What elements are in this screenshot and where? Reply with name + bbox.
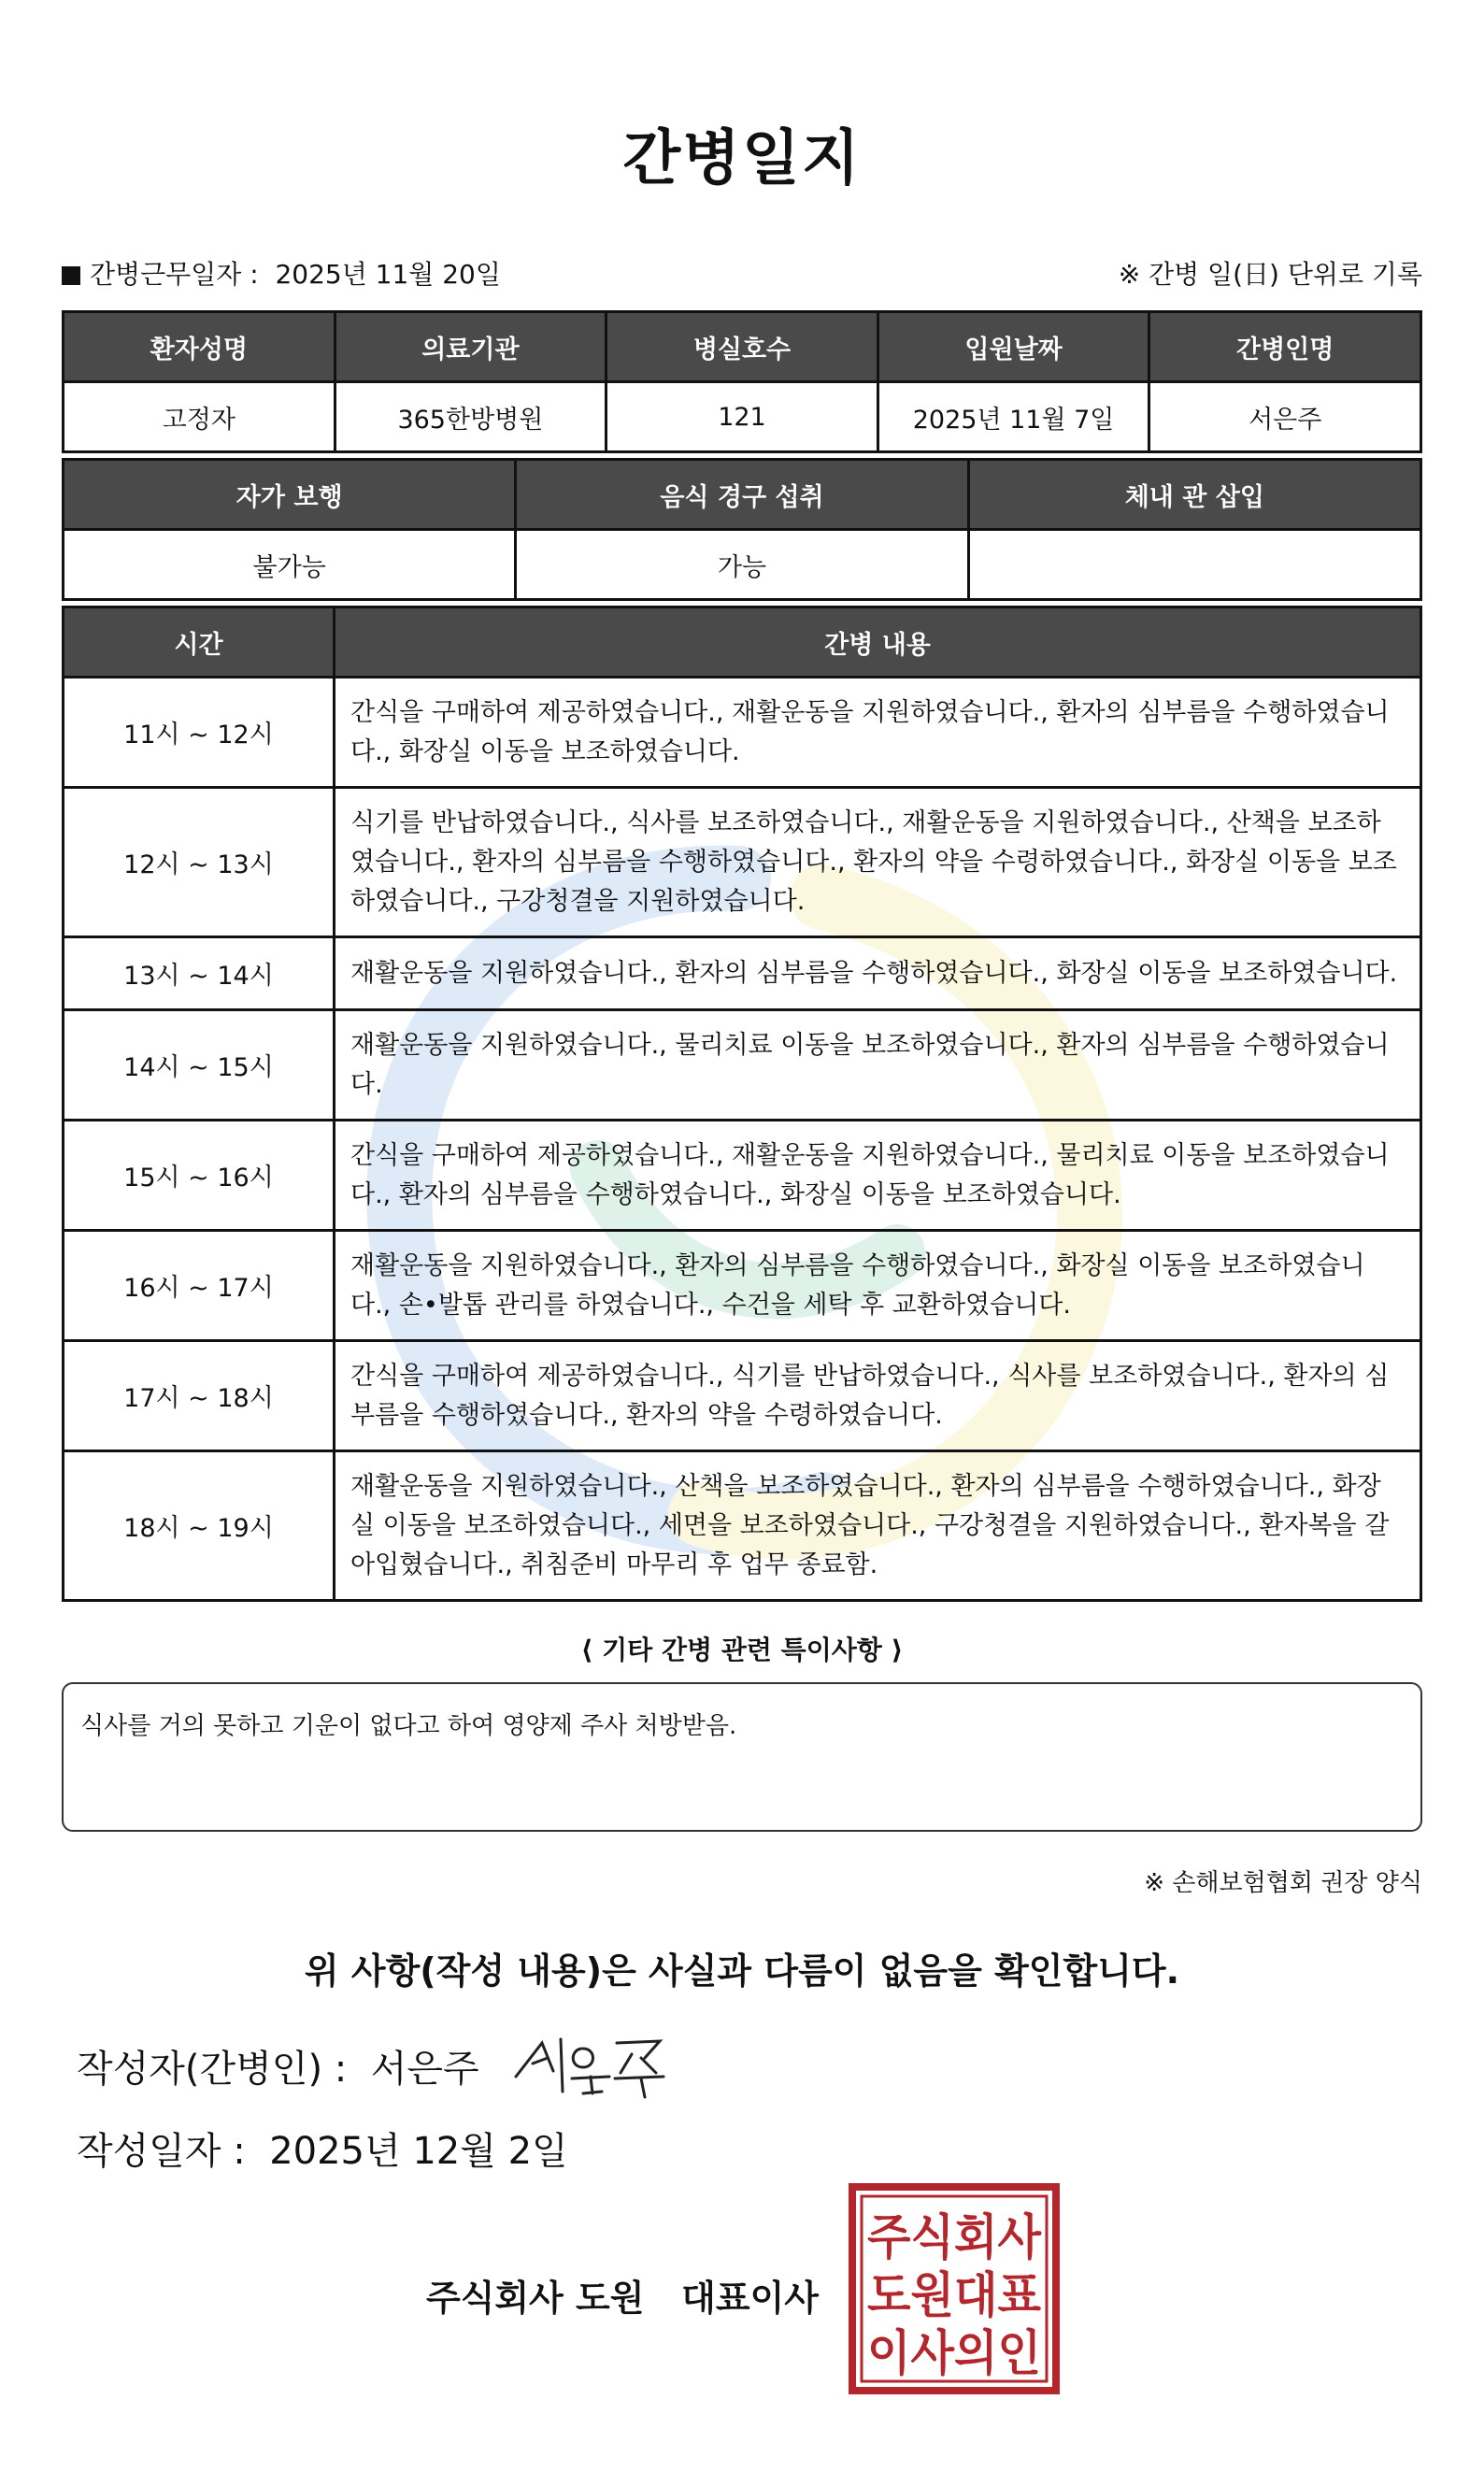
content-cell: 식기를 반납하였습니다., 식사를 보조하였습니다., 재활운동을 지원하였습니다., 산책을 보조하였습니다., 환자의 심부름을 수행하였습니다., 환자의 약을 수령하였습니다., 화장실 이동을 보조하였습니다., 구강청결을 지원하였습니다. <box>335 788 1421 937</box>
content-cell: 간식을 구매하여 제공하였습니다., 재활운동을 지원하였습니다., 물리치료 이동을 보조하였습니다., 환자의 심부름을 수행하였습니다., 화장실 이동을 보조하였습니다. <box>335 1121 1421 1231</box>
page-title: 간병일지 <box>622 124 862 193</box>
written-date-line <box>77 2121 568 2175</box>
table-row <box>64 1121 1421 1231</box>
association-note: ※ 손해보험협회 권장 양식 <box>1144 1869 1422 1897</box>
svg-text:도원대표: 도원대표 <box>867 2268 1041 2324</box>
header-caregiver: 간병인명 <box>1149 312 1421 382</box>
work-date-label: 간병근무일자 : <box>90 259 259 290</box>
header-admission-date: 입원날짜 <box>878 312 1149 382</box>
care-log-table <box>62 606 1422 1602</box>
patient-name: 고정자 <box>64 382 335 452</box>
time-cell: 15시 ~ 16시 <box>64 1121 335 1231</box>
svg-text:주식회사: 주식회사 <box>867 2210 1042 2266</box>
work-date-value: 2025년 11월 20일 <box>275 259 501 290</box>
notes-box <box>62 1682 1422 1832</box>
writer-name: 서은주 <box>370 2048 479 2091</box>
content-cell: 재활운동을 지원하였습니다., 산책을 보조하였습니다., 환자의 심부름을 수행하였습니다., 화장실 이동을 보조하였습니다., 세면을 보조하였습니다., 구강청결을 지원하였습니다., 환자복을 갈아입혔습니다., 취침준비 마무리 후 업무 종료함. <box>335 1451 1421 1601</box>
header-patient-name: 환자성명 <box>64 312 335 382</box>
written-date-value: 2025년 12월 2일 <box>269 2130 568 2173</box>
hospital: 365한방병원 <box>335 382 606 452</box>
table-row <box>64 937 1421 1010</box>
company-name: 주식회사 도원 대표이사 <box>426 2278 819 2319</box>
time-cell: 12시 ~ 13시 <box>64 788 335 937</box>
header-tube: 체내 관 삽입 <box>968 460 1420 530</box>
header-room: 병실호수 <box>606 312 878 382</box>
time-cell: 16시 ~ 17시 <box>64 1231 335 1341</box>
tube-status <box>968 530 1420 600</box>
time-cell: 13시 ~ 14시 <box>64 937 335 1010</box>
time-cell: 14시 ~ 15시 <box>64 1010 335 1121</box>
table-row <box>64 1010 1421 1121</box>
table-row <box>64 678 1421 788</box>
room-number: 121 <box>606 382 878 452</box>
svg-text:이사의인: 이사의인 <box>867 2326 1041 2382</box>
confirm-statement: 위 사항(작성 내용)은 사실과 다름이 없음을 확인합니다. <box>304 1950 1180 1992</box>
content-cell: 재활운동을 지원하였습니다., 환자의 심부름을 수행하였습니다., 화장실 이동을 보조하였습니다. <box>335 937 1421 1010</box>
patient-info-table <box>62 310 1422 453</box>
oral-intake-status: 가능 <box>516 530 968 600</box>
header-walking: 자가 보행 <box>64 460 516 530</box>
content-cell: 간식을 구매하여 제공하였습니다., 식기를 반납하였습니다., 식사를 보조하였습니다., 환자의 심부름을 수행하였습니다., 환자의 약을 수령하였습니다. <box>335 1341 1421 1451</box>
content-cell: 간식을 구매하여 제공하였습니다., 재활운동을 지원하였습니다., 환자의 심부름을 수행하였습니다., 화장실 이동을 보조하였습니다. <box>335 678 1421 788</box>
header-care-content: 간병 내용 <box>335 607 1421 678</box>
header-oral-intake: 음식 경구 섭취 <box>516 460 968 530</box>
time-cell: 18시 ~ 19시 <box>64 1451 335 1601</box>
header-time: 시간 <box>64 607 335 678</box>
time-cell: 11시 ~ 12시 <box>64 678 335 788</box>
content-cell: 재활운동을 지원하였습니다., 물리치료 이동을 보조하였습니다., 환자의 심부름을 수행하였습니다. <box>335 1010 1421 1121</box>
notes-text: 식사를 거의 못하고 기운이 없다고 하여 영양제 주사 처방받음. <box>80 1712 737 1740</box>
content-cell: 재활운동을 지원하였습니다., 환자의 심부름을 수행하였습니다., 화장실 이동을 보조하였습니다., 손•발톱 관리를 하였습니다., 수건을 세탁 후 교환하였습니다. <box>335 1231 1421 1341</box>
handwritten-signature <box>505 2030 673 2105</box>
table-row <box>64 1451 1421 1601</box>
caregiver-name: 서은주 <box>1149 382 1421 452</box>
work-date <box>62 254 501 292</box>
patient-status-table <box>62 458 1422 601</box>
writer-line <box>77 2039 479 2092</box>
time-cell: 17시 ~ 18시 <box>64 1341 335 1451</box>
record-note: ※ 간병 일(日) 단위로 기록 <box>1118 259 1422 290</box>
table-row <box>64 788 1421 937</box>
square-bullet-icon <box>62 266 80 285</box>
company-seal-stamp <box>849 2183 1060 2394</box>
table-row <box>64 1231 1421 1341</box>
walking-status: 불가능 <box>64 530 516 600</box>
header-hospital: 의료기관 <box>335 312 606 382</box>
writer-label: 작성자(간병인) : <box>77 2048 348 2091</box>
table-row <box>64 1341 1421 1451</box>
notes-title: ⟨ 기타 간병 관련 특이사항 ⟩ <box>580 1635 904 1665</box>
admission-date: 2025년 11월 7일 <box>878 382 1149 452</box>
written-date-label: 작성일자 : <box>77 2130 246 2173</box>
